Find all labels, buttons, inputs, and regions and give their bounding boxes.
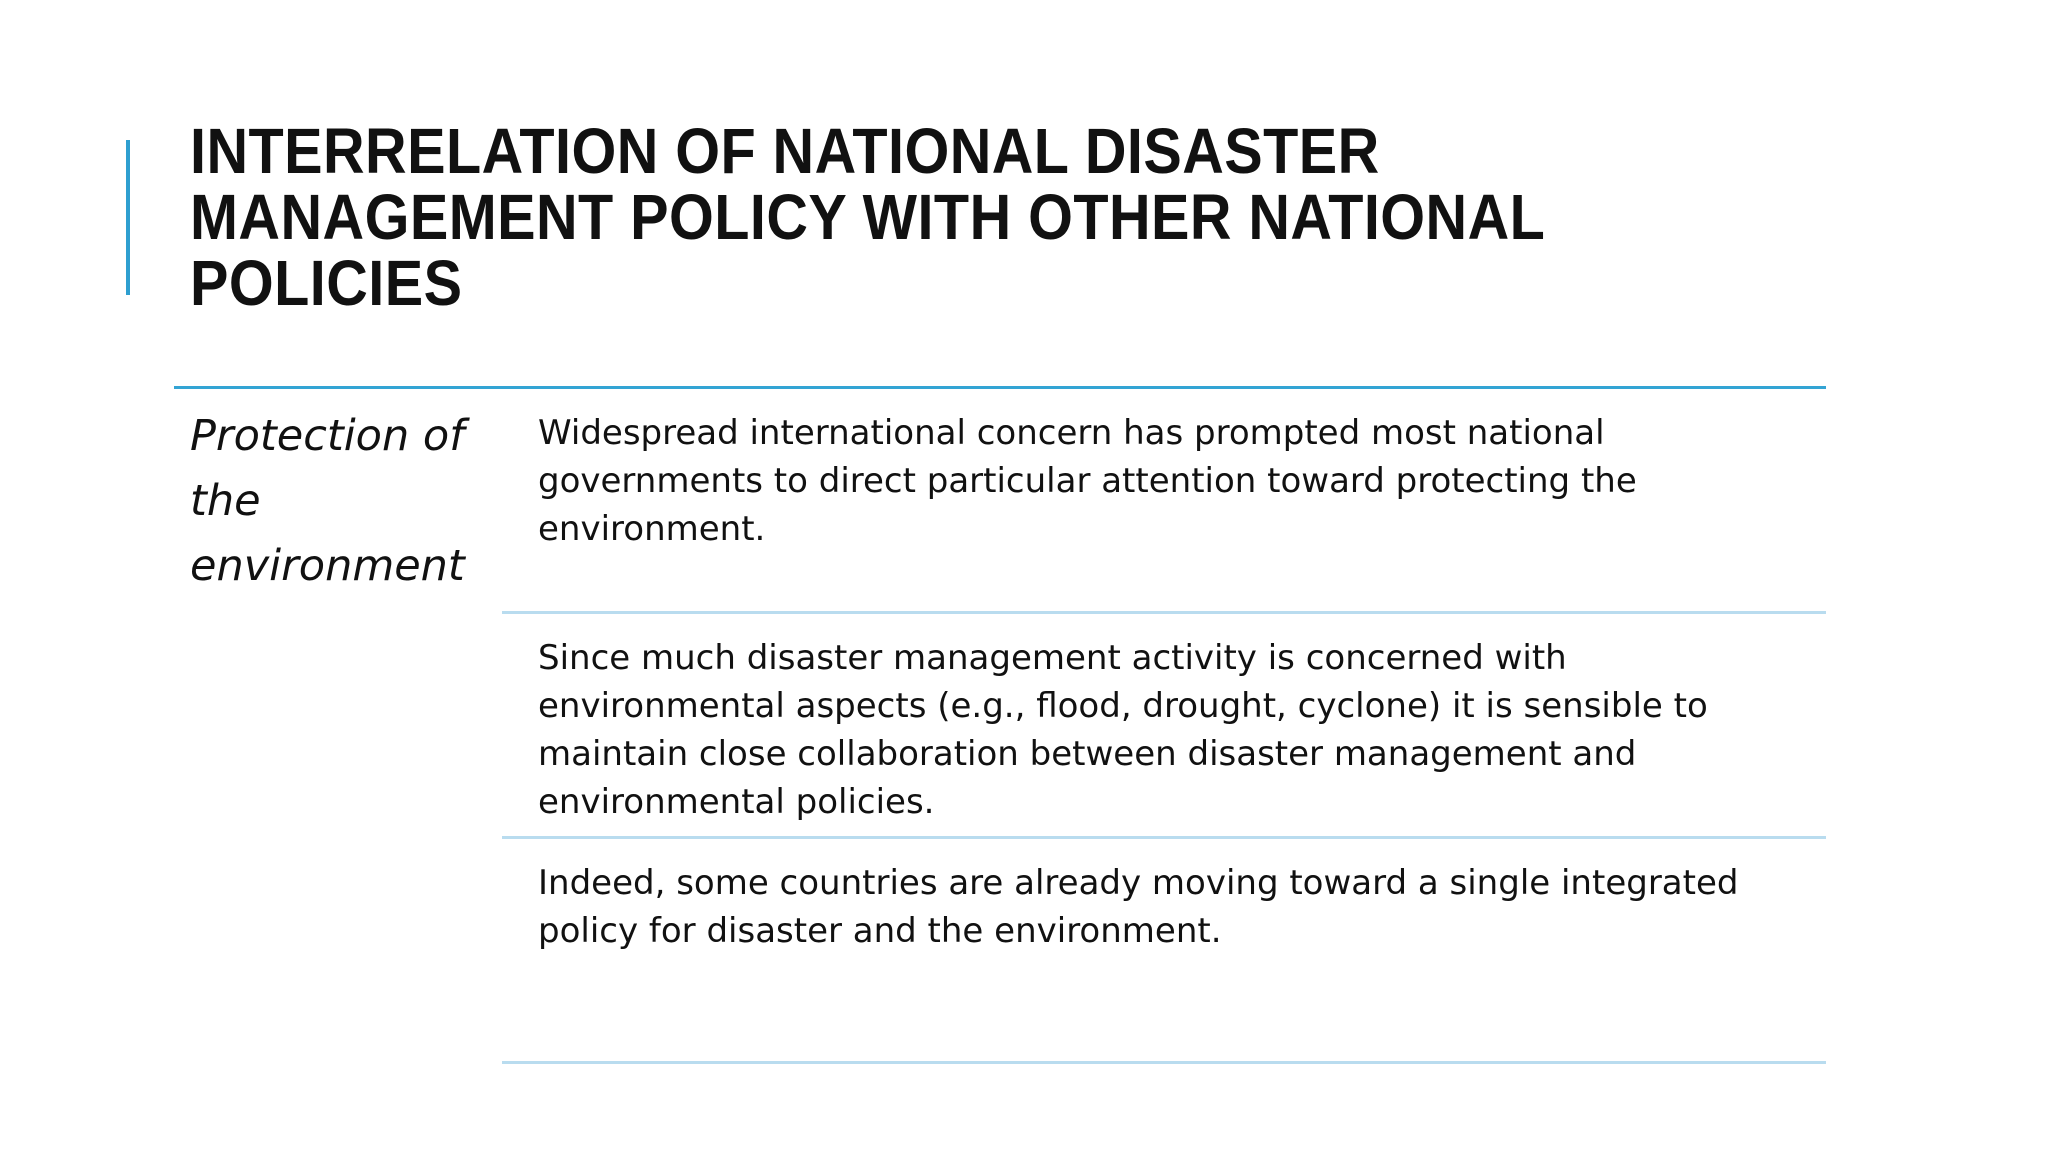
list-item — [502, 389, 1826, 614]
slide-title: INTERRELATION OF NATIONAL DISASTER MANAGEMENT POLICY WITH OTHER NATIONAL POLICIES — [190, 115, 1545, 319]
title-accent-bar — [126, 140, 130, 295]
list-item-text: Since much disaster management activity is concerned with environmental aspects (e.g., flood, drought, cyclone) it is sensible to maintain close collaboration between disaster management and environmental policies. — [538, 638, 1708, 822]
row-divider — [502, 1061, 1826, 1064]
category-label: Protection of the environment — [190, 411, 465, 591]
list-item-text: Indeed, some countries are already moving toward a single integrated policy for disaster and the environment. — [538, 863, 1739, 951]
list-item-text: Widespread international concern has prompted most national governments to direct particular attention toward protecting the environment. — [538, 413, 1637, 549]
list-item — [502, 614, 1826, 839]
list-item — [502, 839, 1826, 1064]
